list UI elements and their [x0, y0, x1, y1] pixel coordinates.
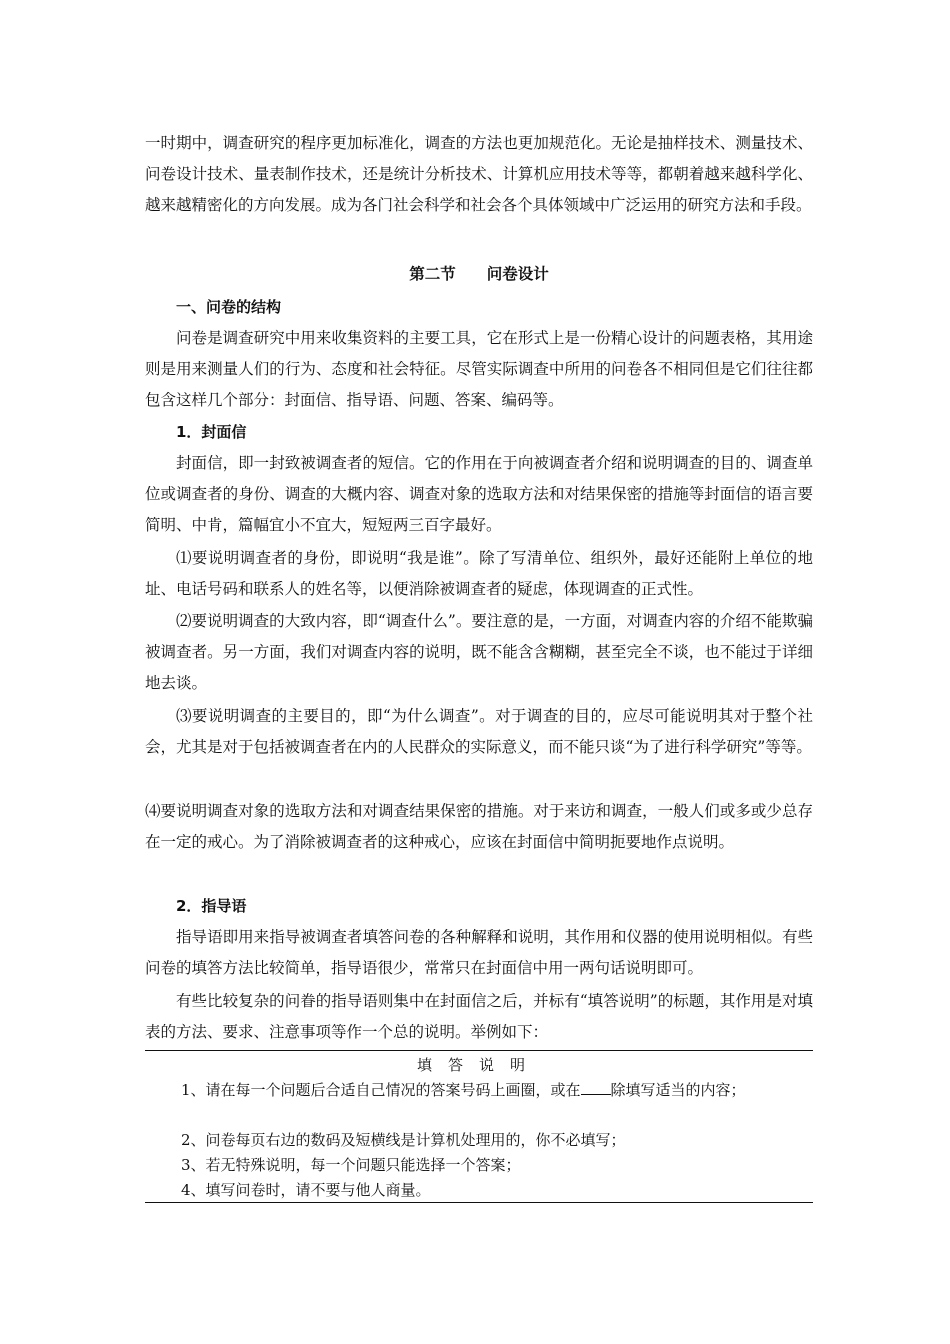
section-title: 第二节 问卷设计	[409, 265, 549, 283]
instruction-box-title: 填答说明	[416, 1056, 541, 1074]
instruction-item-4: 4、填写问卷时，请不要与他人商量。	[181, 1181, 431, 1199]
fill-blank-line	[581, 1082, 611, 1095]
instructions-paragraph-1: 指导语即用来指导被调查者填答问卷的各种解释和说明，其作用和仪器的使用说明相似。有些问卷的填答方法比较简单，指导语很少，常常只在封面信中用一两句话说明即可。	[145, 928, 813, 977]
intro-paragraph: 一时期中，调查研究的程序更加标准化，调查的方法也更加规范化。无论是抽样技术、测量技术、问卷设计技术、量表制作技术，还是统计分析技术、计算机应用技术等等，都朝着越来越科学化、越来越精密化的方向发展。成为各门社会科学和社会各个具体领域中广泛运用的研究方法和手段。	[145, 134, 813, 214]
instruction-item-3: 3、若无特殊说明，每一个问题只能选择一个答案；	[181, 1156, 521, 1174]
instructions-paragraph-2: 有些比较复杂的问眷的指导语则集中在封面信之后，并标有“填答说明”的标题，其作用是对填表的方法、要求、注意事项等作一个总的说明。举例如下：	[145, 992, 813, 1041]
cover-letter-item-4: ⑷要说明调查对象的选取方法和对调查结果保密的措施。对于来访和调查，一般人们或多或少总存在一定的戒心。为了消除被调查者的这种戒心，应该在封面信中简明扼要地作点说明。	[145, 802, 813, 851]
instruction-box-top-rule	[145, 1050, 813, 1051]
instruction-box-bottom-rule	[145, 1202, 813, 1203]
cover-letter-item-3: ⑶要说明调查的主要目的，即“为什么调查”。对于调查的目的，应尽可能说明其对于整个社会，尤其是对于包括被调查者在内的人民群众的实际意义，而不能只谈“为了进行科学研究”等等。	[145, 707, 813, 756]
part-heading-cover-letter: 1．封面信	[176, 423, 247, 441]
cover-letter-item-2: ⑵要说明调查的大致内容，即“调查什么”。要注意的是，一方面，对调查内容的介绍不能欺骗被调查者。另一方面，我们对调查内容的说明，既不能含含糊糊，甚至完全不谈，也不能过于详细地去谈。	[145, 612, 813, 692]
instruction-item-1: 1、请在每一个问题后合适自己情况的答案号码上画圈，或在 除填写适当的内容；	[181, 1081, 746, 1099]
part-heading-instructions: 2．指导语	[176, 897, 247, 915]
structure-paragraph: 问卷是调查研究中用来收集资料的主要工具，它在形式上是一份精心设计的问题表格，其用途则是用来测量人们的行为、态度和社会特征。尽管实际调查中所用的问卷各不相同但是它们往往都包含这样几个部分：封面信、指导语、问题、答案、编码等。	[145, 329, 813, 409]
cover-letter-paragraph: 封面信，即一封致被调查者的短信。它的作用在于向被调查者介绍和说明调查的目的、调查单位或调查者的身份、调查的大概内容、调查对象的选取方法和对结果保密的措施等封面信的语言要简明、中肯，篇幅宜小不宜大，短短两三百字最好。	[145, 454, 813, 534]
cover-letter-item-1: ⑴要说明调查者的身份，即说明“我是谁”。除了写清单位、组织外，最好还能附上单位的地址、电话号码和联系人的姓名等，以便消除被调查者的疑虑，体现调查的正式性。	[145, 549, 813, 598]
subsection-heading-structure: 一、问卷的结构	[176, 298, 282, 316]
instruction-item-2: 2、问卷每页右边的数码及短横线是计算机处理用的，你不必填写；	[181, 1131, 626, 1149]
